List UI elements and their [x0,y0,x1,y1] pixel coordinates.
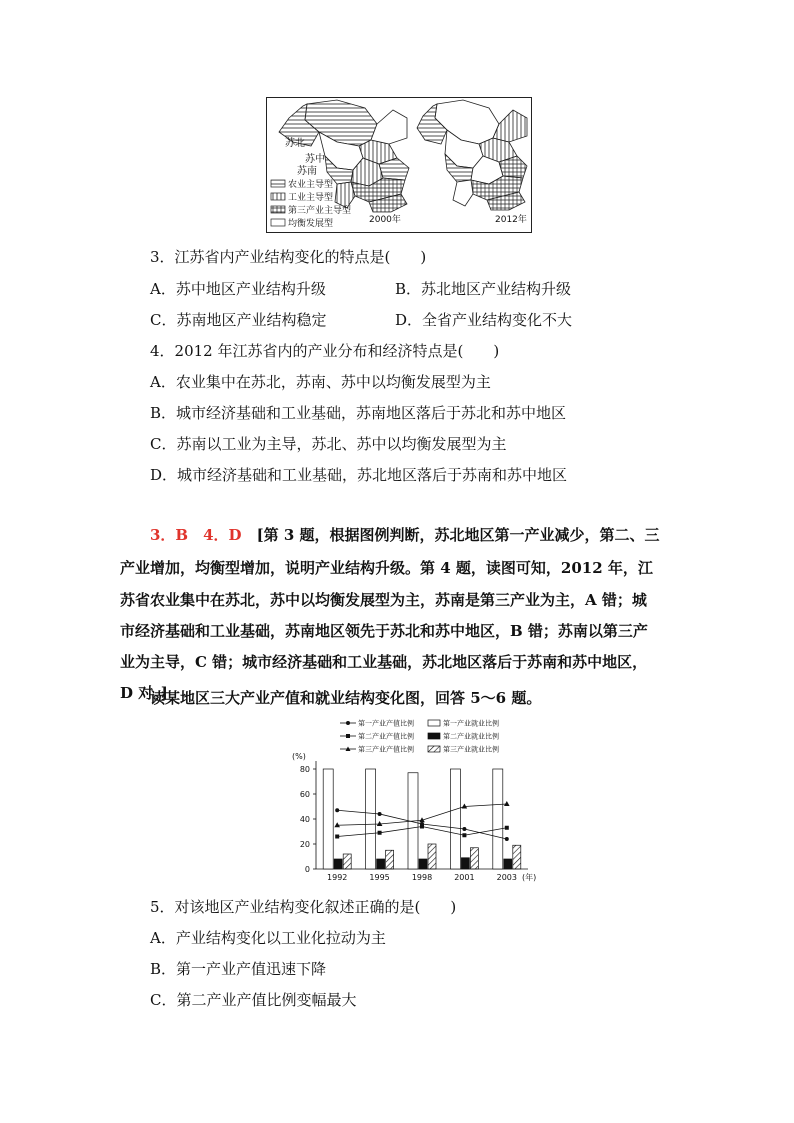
legend-label-line-2: 第二产业产值比例 [358,732,414,741]
bar-3-1995 [386,850,394,869]
bar-2-1995 [377,859,385,869]
y-tick-label-20: 20 [299,840,310,849]
q3-option-a: A．苏中地区产业结构升级 [150,280,326,298]
point-2-1992 [335,835,339,839]
legend-agri: 农业主导型 [288,180,334,190]
bar-2-1992 [334,859,342,869]
legend-tertiary: 第三产业主导型 [288,206,352,216]
legend-swatch-tertiary [271,206,285,213]
bar-3-2001 [470,848,478,869]
x-tick-label-1998: 1998 [411,873,433,882]
answer-line-6: D 对。] [120,684,168,702]
legend-balanced: 均衡发展型 [288,219,334,229]
q5-option-a: A．产业结构变化以工业化拉动为主 [150,929,386,947]
legend-marker-2 [346,734,350,738]
bar-3-1992 [343,854,351,869]
q5-option-c: C．第二产业产值比例变幅最大 [150,991,357,1009]
x-tick-label-1995: 1995 [369,873,390,882]
bar-1-2001 [450,769,460,869]
q4-option-a: A．农业集中在苏北，苏南、苏中以均衡发展型为主 [150,373,491,391]
point-2-2001 [462,833,466,837]
x-tick-label-2003: 2003 [496,873,517,882]
legend-swatch-agri [271,180,285,187]
answer-line-4: 市经济基础和工业基础，苏南地区领先于苏北和苏中地区，B 错；苏南以第三产 [120,622,648,640]
legend-swatch-bar-1 [428,720,440,726]
point-2-2003 [505,826,509,830]
point-1-1995 [378,812,382,816]
answer-line-3: 苏省农业集中在苏北，苏中以均衡发展型为主，苏南是第三产业为主，A 错；城 [120,591,647,609]
industry-structure-chart [278,715,558,890]
bar-3-2003 [513,845,521,869]
x-axis-unit: (年) [522,873,537,882]
map-2012 [417,100,527,210]
bar-1-1992 [323,769,333,869]
point-2-1995 [378,831,382,835]
y-tick-label-0: 0 [304,865,310,874]
point-1-2001 [462,827,466,831]
y-tick-label-60: 60 [299,790,310,799]
legend-label-line-3: 第三产业产值比例 [358,745,414,754]
bar-1-2003 [493,769,503,869]
chart-legend [340,719,499,754]
q5-option-b: B．第一产业产值迅速下降 [150,960,327,978]
y-axis-unit: (%) [292,752,306,761]
bar-3-1998 [428,844,436,869]
q4-option-d: D．城市经济基础和工业基础，苏北地区落后于苏南和苏中地区 [150,466,568,484]
bar-2-2001 [461,858,469,869]
q5-stem: 5．对该地区产业结构变化叙述正确的是( ) [150,898,457,916]
label-subei: 苏北 [285,138,305,149]
map-legend [271,180,285,226]
legend-label-bar-2: 第二产业就业比例 [443,732,499,741]
bar-2-1998 [419,859,427,869]
answer-line-1 [150,525,680,545]
jiangsu-industry-map [266,97,532,233]
legend-swatch-balanced [271,219,285,226]
label-suzhong: 苏中 [305,154,325,165]
point-1-2003 [505,837,509,841]
q4-option-c: C．苏南以工业为主导，苏北、苏中以均衡发展型为主 [150,435,507,453]
answer-key: 3．B 4．D [150,526,242,544]
answer-text-1: [第 3 题，根据图例判断，苏北地区第一产业减少，第二、三 [256,526,660,544]
q3-option-d: D．全省产业结构变化不大 [395,311,573,329]
chart-svg [278,715,558,890]
q4-option-b: B．城市经济基础和工业基础，苏南地区落后于苏北和苏中地区 [150,404,567,422]
y-tick-label-40: 40 [299,815,310,824]
q3-option-c: C．苏南地区产业结构稳定 [150,311,327,329]
legend-swatch-bar-2 [428,733,440,739]
bar-1-1995 [366,769,376,869]
year-2012-label: 2012年 [495,215,527,225]
x-tick-label-2001: 2001 [454,873,475,882]
legend-label-line-1: 第一产业产值比例 [358,719,414,728]
legend-marker-1 [346,721,350,725]
bar-2-2003 [504,859,512,869]
legend-label-bar-1: 第一产业就业比例 [443,719,499,728]
q4-stem: 4．2012 年江苏省内的产业分布和经济特点是( ) [150,342,500,360]
point-3-1992 [334,822,340,827]
intro-text: 读某地区三大产业产值和就业结构变化图，回答 5～6 题。 [150,689,542,707]
legend-label-bar-3: 第三产业就业比例 [443,745,499,754]
answer-line-2: 产业增加，均衡型增加，说明产业结构升级。第 4 题，读图可知，2012 年，江 [120,559,653,577]
point-2-1998 [420,825,424,829]
q3-stem: 3．江苏省内产业结构变化的特点是( ) [150,248,427,266]
answer-line-5: 业为主导，C 错；城市经济基础和工业基础，苏北地区落后于苏南和苏中地区， [120,653,648,671]
point-1-1992 [335,808,339,812]
legend-swatch-bar-3 [428,746,440,752]
label-sunan: 苏南 [297,166,317,177]
chart-lines [334,801,509,841]
y-tick-label-80: 80 [299,765,310,774]
x-tick-label-1992: 1992 [327,873,348,882]
year-2000-label: 2000年 [369,215,401,225]
point-3-2003 [504,801,510,806]
legend-industry: 工业主导型 [288,193,334,203]
q3-option-b: B．苏北地区产业结构升级 [395,280,572,298]
legend-swatch-industry [271,193,285,200]
